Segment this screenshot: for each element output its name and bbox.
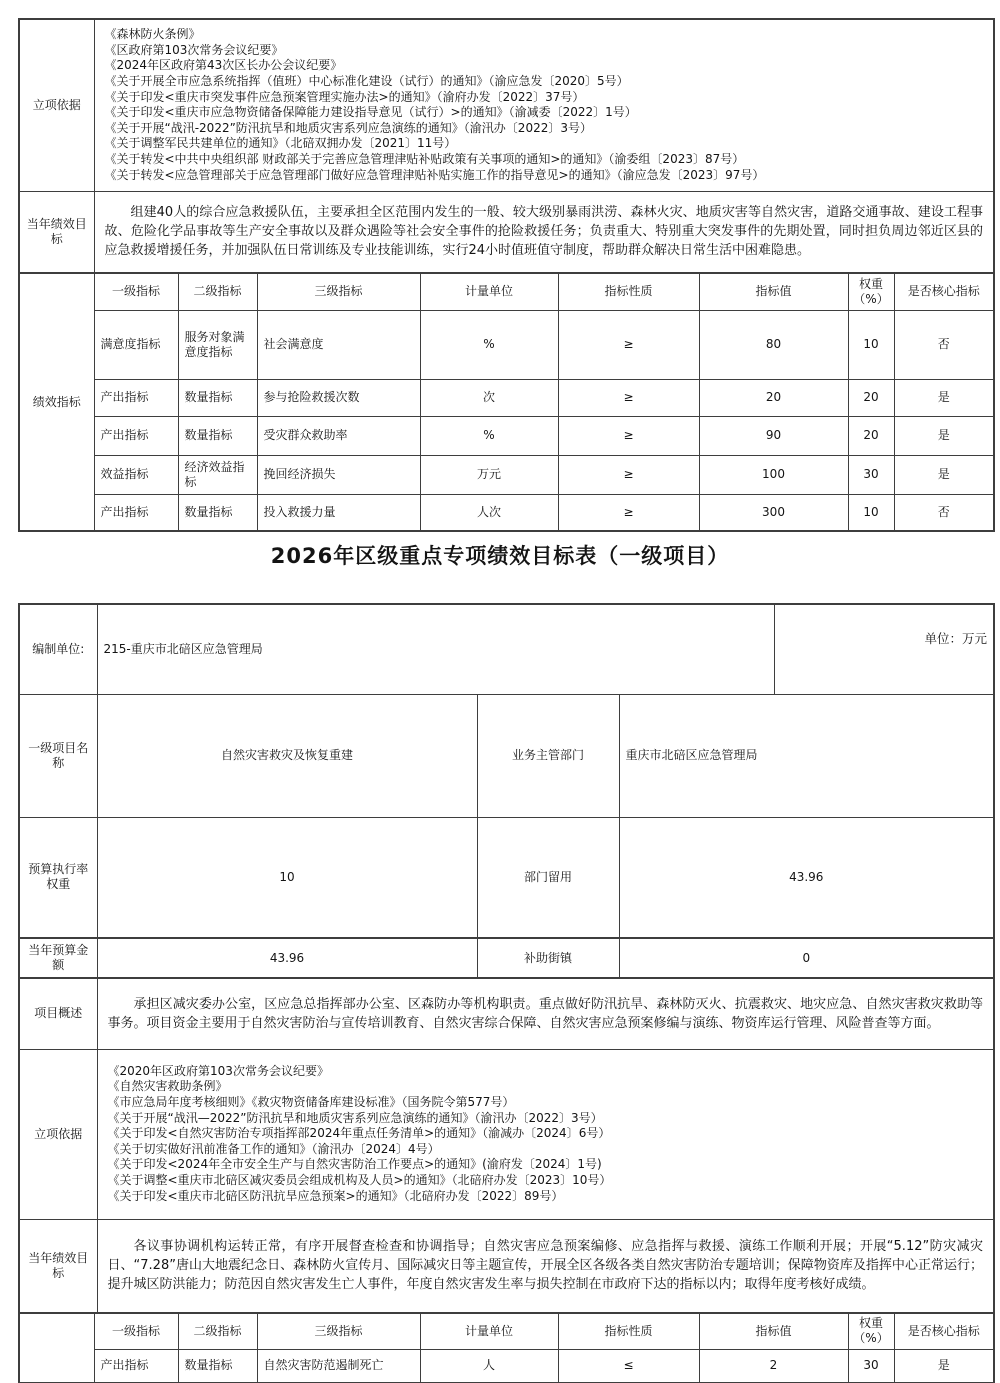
- basis-item: 《森林防火条例》: [104, 27, 201, 42]
- basis-list: [105, 27, 984, 183]
- project2-info-table: [18, 603, 995, 1314]
- budget-weight-value: 10: [97, 817, 477, 938]
- indicator-cell: ≥: [558, 379, 699, 416]
- indicator-cell: 数量指标: [178, 416, 257, 455]
- basis-item: 《关于切实做好汛前准备工作的通知》（渝汛办〔2024〕4号）: [107, 1141, 440, 1156]
- indicator-cell: 服务对象满意度指标: [178, 310, 257, 379]
- retain-label: 部门留用: [477, 817, 619, 938]
- page-title: 2026年区级重点专项绩效目标表（一级项目）: [270, 544, 730, 568]
- indicator-cell: %: [420, 416, 558, 455]
- indicator-cell: 次: [420, 379, 558, 416]
- indicator-cell: 受灾群众救助率: [257, 416, 420, 455]
- indicator-cell: 数量指标: [178, 1349, 257, 1383]
- col-header: 指标性质: [558, 1313, 699, 1349]
- overview-text: 承担区减灾委办公室，区应急总指挥部办公室、区森防办等机构职责。重点做好防汛抗旱、森林防灭火、抗震救灾、地灾应急、自然灾害救灾救助等事务。项目资金主要用于自然灾害防治与宣传培训教育、自然灾害综合保障、自然灾害应急预案修编与演练、物资库运行管理、风险普查等方面。: [107, 996, 984, 1031]
- indicator-cell: 数量指标: [178, 494, 257, 531]
- indicator-cell: 数量指标: [178, 379, 257, 416]
- indicator-cell: 是: [894, 416, 994, 455]
- budget-label: 当年预算金额: [19, 938, 97, 978]
- indicator-cell: 80: [699, 310, 848, 379]
- col-header: 是否核心指标: [894, 273, 994, 310]
- indicator-cell: 10: [848, 494, 894, 531]
- indicator-cell: 300: [699, 494, 848, 531]
- col-header: 指标值: [699, 273, 848, 310]
- basis-content-cell: [94, 19, 994, 191]
- col-header: 三级指标: [257, 1313, 420, 1349]
- indicator-cell: 否: [894, 310, 994, 379]
- indicator-cell: 2: [699, 1349, 848, 1383]
- annual-goal-text: 组建40人的综合应急救援队伍，主要承担全区范围内发生的一般、较大级别暴雨洪涝、森林火灾、地质灾害等自然灾害，道路交通事故、建设工程事故、危险化学品事故等生产安全事故以及群众遇险等社会安全事件的抢险救援任务；负责重大、特别重大突发事件的先期处置，同时担负周边邻近区县的应急救援增援任务，并加强队伍日常训练及专业技能训练，实行24小时值班值守制度，帮助群众解决日常生活中困难隐患。: [104, 205, 984, 259]
- indicator-cell: ≥: [558, 416, 699, 455]
- retain-value: 43.96: [619, 817, 994, 938]
- col-header: 计量单位: [420, 273, 558, 310]
- basis-item: 《市应急局年度考核细则》《救灾物资储备库建设标准》（国务院令第577号）: [107, 1095, 515, 1110]
- indicator-cell: 产出指标: [94, 494, 178, 531]
- subsidy-value: 0: [619, 938, 994, 978]
- indicator-cell: 90: [699, 416, 848, 455]
- indicator-row: [19, 455, 994, 494]
- overview-label: 项目概述: [19, 978, 97, 1049]
- indicator-cell: 产出指标: [94, 416, 178, 455]
- indicator-row: [19, 416, 994, 455]
- indicator-cell: 人: [420, 1349, 558, 1383]
- indicator-cell: 满意度指标: [94, 310, 178, 379]
- basis-item: 《关于印发<重庆市应急物资储备保障能力建设指导意见（试行）>的通知》（渝减委〔2022〕1号）: [104, 105, 637, 120]
- col-header: 一级指标: [94, 273, 178, 310]
- col-header: 三级指标: [257, 273, 420, 310]
- budget-value: 43.96: [97, 938, 477, 978]
- indicator-cell: 挽回经济损失: [257, 455, 420, 494]
- budget-weight-label: 预算执行率权重: [19, 817, 97, 938]
- indicator-cell: ≥: [558, 310, 699, 379]
- basis-item: 《关于开展“战汛-2022”防汛抗旱和地质灾害系列应急演练的通知》（渝汛办〔2022〕3号）: [104, 120, 592, 135]
- col-header: 权重（%）: [848, 273, 894, 310]
- compile-unit-label: 编制单位:: [19, 604, 97, 694]
- indicator-cell: 20: [848, 416, 894, 455]
- indicator-cell: 产出指标: [94, 1349, 178, 1383]
- indicator-cell: 100: [699, 455, 848, 494]
- project-name-label: 一级项目名称: [19, 694, 97, 817]
- basis-content-cell: [97, 1049, 994, 1219]
- basis-item: 《关于开展全市应急系统指挥（值班）中心标准化建设（试行）的通知》（渝应急发〔2020〕5号）: [104, 74, 629, 89]
- basis-item: 《区政府第103次常务会议纪要》: [104, 42, 284, 57]
- project1-target-table: [18, 18, 995, 532]
- annual-goal-label: 当年绩效目标: [19, 1219, 97, 1313]
- basis-item: 《关于开展“战汛—2022”防汛抗旱和地质灾害系列应急演练的通知》（渝汛办〔2022〕3号）: [107, 1110, 603, 1125]
- unit-note: 单位：万元: [924, 631, 988, 646]
- annual-goal-cell: [94, 191, 994, 273]
- indicator-cell: 经济效益指标: [178, 455, 257, 494]
- indicator-cell: 效益指标: [94, 455, 178, 494]
- annual-goal-cell: [97, 1219, 994, 1313]
- indicator-cell: 是: [894, 1349, 994, 1383]
- indicator-cell: 是: [894, 379, 994, 416]
- indicator-cell: 人次: [420, 494, 558, 531]
- indicator-cell: 30: [848, 1349, 894, 1383]
- col-header: 二级指标: [178, 1313, 257, 1349]
- basis-item: 《自然灾害救助条例》: [107, 1079, 228, 1094]
- basis-item: 《关于转发<中共中央组织部 财政部关于完善应急管理津贴补贴政策有关事项的通知>的通知》（渝委组〔2023〕87号）: [104, 152, 745, 167]
- annual-goal-text: 各议事协调机构运转正常，有序开展督查检查和协调指导；自然灾害应急预案编修、应急指挥与救援、演练工作顺利开展；开展“5.12”防灾减灾日、“7.28”唐山大地震纪念日、森林防火宣传月、国际减灾日等主题宣传，开展全区各级各类自然灾害防治专题培训；保障物资库及指挥中心正常运行；提升城区防洪能力；防范因自然灾害发生亡人事件，年度自然灾害发生率与损失控制在市政府下达的指标以内；取得年度考核好成绩。: [107, 1239, 984, 1293]
- dept-label: 业务主管部门: [477, 694, 619, 817]
- indicator-row: [19, 310, 994, 379]
- subsidy-label: 补助街镇: [477, 938, 619, 978]
- basis-item: 《关于印发<自然灾害防治专项指挥部2024年重点任务清单>的通知》（渝减办〔2024〕6号）: [107, 1126, 611, 1141]
- basis-item: 《2024年区政府第43次区长办公会议纪要》: [104, 58, 343, 73]
- indicator-cell: 自然灾害防范遏制死亡: [257, 1349, 420, 1383]
- indicator-cell: 10: [848, 310, 894, 379]
- indicator-cell: ≥: [558, 455, 699, 494]
- indicator-cell: 否: [894, 494, 994, 531]
- basis-item: 《关于印发<重庆市北碚区防汛抗旱应急预案>的通知》（北碚府办发〔2022〕89号）: [107, 1188, 564, 1203]
- indicators-label-cell: [19, 1313, 94, 1383]
- col-header: 二级指标: [178, 273, 257, 310]
- basis-item: 《2020年区政府第103次常务会议纪要》: [107, 1063, 329, 1078]
- indicator-cell: 社会满意度: [257, 310, 420, 379]
- indicator-row: [19, 379, 994, 416]
- indicator-cell: 投入救援力量: [257, 494, 420, 531]
- basis-label: 立项依据: [19, 1049, 97, 1219]
- indicator-cell: ≤: [558, 1349, 699, 1383]
- unit-note-cell: [774, 604, 994, 694]
- basis-list: [108, 1064, 984, 1204]
- overview-cell: [97, 978, 994, 1049]
- col-header: 指标性质: [558, 273, 699, 310]
- basis-item: 《关于调整<重庆市北碚区减灾委员会组成机构及人员>的通知》（北碚府办发〔2023〕10号）: [107, 1172, 612, 1187]
- dept-value: 重庆市北碚区应急管理局: [619, 694, 994, 817]
- basis-item: 《关于转发<应急管理部关于应急管理部门做好应急管理津贴补贴实施工作的指导意见>的通知》（渝应急发〔2023〕97号）: [104, 167, 765, 182]
- indicator-cell: %: [420, 310, 558, 379]
- compile-unit-value: 215-重庆市北碚区应急管理局: [97, 604, 774, 694]
- col-header: 计量单位: [420, 1313, 558, 1349]
- col-header: 指标值: [699, 1313, 848, 1349]
- col-header: 一级指标: [94, 1313, 178, 1349]
- basis-item: 《关于印发<2024年全市安全生产与自然灾害防治工作要点>的通知》(渝府发〔2024〕1号): [107, 1157, 602, 1172]
- project2-indicator-table: [18, 1312, 995, 1383]
- basis-item: 《关于调整军民共建单位的通知》（北碚双拥办发〔2021〕11号）: [104, 136, 457, 151]
- col-header: 是否核心指标: [894, 1313, 994, 1349]
- project-name-value: 自然灾害救灾及恢复重建: [97, 694, 477, 817]
- indicator-cell: 20: [699, 379, 848, 416]
- col-header: 权重（%）: [848, 1313, 894, 1349]
- indicator-cell: ≥: [558, 494, 699, 531]
- indicator-cell: 参与抢险救援次数: [257, 379, 420, 416]
- indicator-row: [19, 494, 994, 531]
- indicator-cell: 20: [848, 379, 894, 416]
- indicator-cell: 是: [894, 455, 994, 494]
- indicators-label: 绩效指标: [19, 273, 94, 531]
- indicator-cell: 30: [848, 455, 894, 494]
- basis-item: 《关于印发<重庆市突发事件应急预案管理实施办法>的通知》（渝府办发〔2022〕37号）: [104, 89, 585, 104]
- basis-label: 立项依据: [19, 19, 94, 191]
- annual-goal-label: 当年绩效目标: [19, 191, 94, 273]
- indicator-cell: 产出指标: [94, 379, 178, 416]
- indicator-cell: 万元: [420, 455, 558, 494]
- indicator-row: [19, 1349, 994, 1383]
